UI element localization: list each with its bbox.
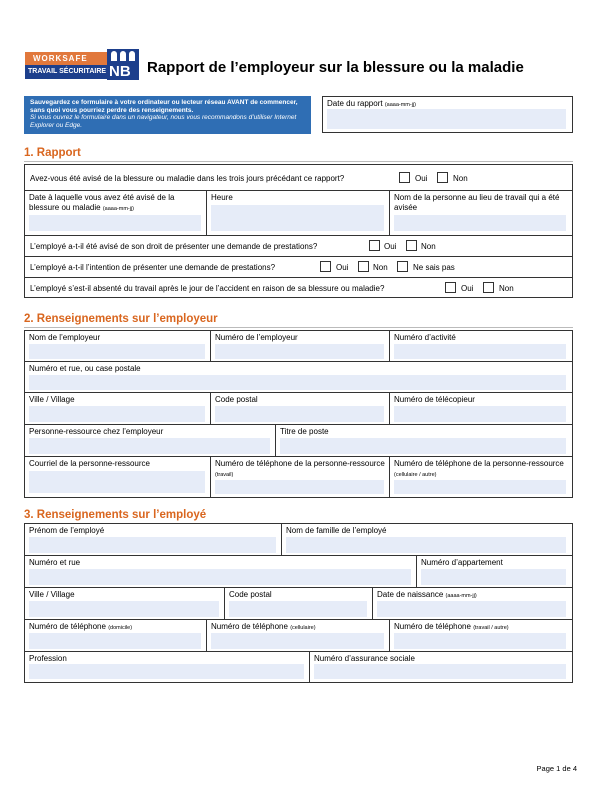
section1-divider [24,161,573,162]
employer-name-label: Nom de l’employeur [29,333,101,342]
activity-number-field[interactable] [390,331,572,361]
report-date-label: Date du rapport [327,99,383,108]
notice-date-input[interactable] [29,215,201,231]
employer-fax-label: Numéro de télécopieur [394,395,475,404]
employer-number-label: Numéro de l’employeur [215,333,298,342]
notice-details-row [25,191,572,236]
employer-postal-input[interactable] [215,406,384,422]
phone-home-field[interactable] [25,620,207,651]
q3-yes-label: Oui [336,263,349,272]
hour-label: Heure [211,193,233,202]
notice-italic: Si vous ouvrez le formulaire dans un navigateur, nous vous recommandons d’utiliser Internet Explorer ou Edge. [30,114,297,129]
employer-row5 [25,457,572,497]
q3-no-label: Non [373,263,388,272]
employer-number-field[interactable] [211,331,390,361]
first-name-input[interactable] [29,537,276,553]
employee-row5 [25,652,572,682]
contact-phone-cell-label: Numéro de téléphone de la personne-ressource [394,459,564,468]
report-date-field[interactable] [322,96,573,133]
notice-date-label: Date à laquelle vous avez été avisé de la blessure ou maladie [29,193,175,212]
contact-phone-work-field[interactable] [211,457,390,497]
employer-row4 [25,425,572,457]
employer-postal-label: Code postal [215,395,258,404]
employee-street-label: Numéro et rue [29,558,81,567]
employer-street-label: Numéro et rue, ou case postale [29,364,141,373]
job-title-field[interactable] [276,425,572,456]
profession-input[interactable] [29,664,304,679]
employer-city-label: Ville / Village [29,395,75,404]
q1-yes-checkbox[interactable] [399,172,410,183]
section2-box [24,330,573,498]
employer-row2 [25,362,572,393]
phone-work-field[interactable] [390,620,572,651]
hour-input[interactable] [211,205,384,231]
contact-phone-cell-hint: (cellulaire / autre) [394,472,437,478]
employer-number-input[interactable] [215,344,384,359]
profession-label: Profession [29,654,67,663]
q1-text: Avez-vous été avisé de la blessure ou maladie dans les trois jours précédant ce rapport? [30,174,345,183]
q4-no-checkbox[interactable] [483,282,494,293]
activity-number-label: Numéro d’activité [394,333,456,342]
q2-yes-checkbox[interactable] [369,240,380,251]
employee-street-input[interactable] [29,569,411,585]
birth-date-hint: (aaaa-mm-jj) [445,593,477,599]
employee-postal-field[interactable] [225,588,373,619]
page-number: Page 1 de 4 [536,764,577,773]
employer-fax-field[interactable] [390,393,572,424]
phone-work-label: Numéro de téléphone [394,622,471,631]
logo-nb-text: NB [109,63,131,80]
phone-cell-field[interactable] [207,620,390,651]
q1-yes-label: Oui [415,174,428,183]
last-name-input[interactable] [286,537,566,553]
phone-work-input[interactable] [394,633,566,649]
employer-fax-input[interactable] [394,406,566,422]
apartment-input[interactable] [421,569,566,585]
birth-date-input[interactable] [377,601,566,617]
section1-box [24,164,573,298]
notice-date-field[interactable] [25,191,207,235]
sin-input[interactable] [314,664,566,679]
last-name-field[interactable] [282,524,572,555]
apartment-label: Numéro d’appartement [421,558,503,567]
logo-travail-securitaire: TRAVAIL SÉCURITAIRE [25,65,107,79]
first-name-field[interactable] [25,524,282,555]
phone-home-input[interactable] [29,633,201,649]
employer-postal-field[interactable] [211,393,390,424]
section2-divider [24,327,573,328]
profession-field[interactable] [25,652,310,682]
employee-street-field[interactable] [25,556,417,587]
first-name-label: Prénom de l’employé [29,526,105,535]
q4-yes-checkbox[interactable] [445,282,456,293]
q3-row [25,257,572,278]
q2-no-checkbox[interactable] [406,240,417,251]
activity-number-input[interactable] [394,344,566,359]
logo-nb-icon [107,49,139,80]
contact-phone-cell-input[interactable] [394,480,566,494]
employer-name-input[interactable] [29,344,205,359]
employee-row4 [25,620,572,652]
notice-date-hint: (aaaa-mm-jj) [102,206,135,212]
employee-postal-input[interactable] [229,601,367,617]
contact-phone-work-hint: (travail) [215,472,234,478]
logo-worksafe: WORKSAFE [25,52,107,65]
phone-cell-label: Numéro de téléphone [211,622,288,631]
q3-no-checkbox[interactable] [358,261,369,272]
birth-date-label: Date de naissance [377,590,444,599]
q3-unknown-checkbox[interactable] [397,261,408,272]
q3-unknown-label: Ne sais pas [413,263,455,272]
phone-cell-hint: (cellulaire) [290,625,316,631]
q1-no-label: Non [453,174,468,183]
contact-email-label: Courriel de la personne-ressource [29,459,150,468]
employee-city-input[interactable] [29,601,219,617]
employee-city-label: Ville / Village [29,590,75,599]
section3-box [24,523,573,683]
phone-work-hint: (travail / autre) [473,625,509,631]
notice-bold: Sauvegardez ce formulaire à votre ordinateur ou lecteur réseau AVANT de commencer, sans quoi vous pourriez perdre des renseignements. [30,99,298,114]
contact-phone-work-input[interactable] [215,480,384,494]
employee-row3 [25,588,572,620]
section2-title: 2. Renseignements sur l’employeur [24,313,218,325]
q4-no-label: Non [499,284,514,293]
employer-name-field[interactable] [25,331,211,361]
sin-field[interactable] [310,652,572,682]
employer-street-input[interactable] [29,375,566,390]
report-date-hint: (aaaa-mm-jj) [384,102,416,108]
job-title-label: Titre de poste [280,427,329,436]
q1-no-checkbox[interactable] [437,172,448,183]
q3-text: L’employé a-t-il l’intention de présenter une demande de prestations? [30,263,276,272]
q2-no-label: Non [421,242,436,251]
employer-row1 [25,331,572,362]
q1-row [25,165,572,191]
employee-row2 [25,556,572,588]
section1-title: 1. Rapport [24,147,81,159]
q3-yes-checkbox[interactable] [320,261,331,272]
phone-home-label: Numéro de téléphone [29,622,106,631]
phone-home-hint: (domicile) [108,625,133,631]
employee-row1 [25,524,572,556]
q2-row [25,236,572,257]
employer-city-input[interactable] [29,406,205,422]
q4-row [25,278,572,298]
job-title-input[interactable] [280,438,566,454]
q4-text: L’employé s’est-il absenté du travail après le jour de l’accident en raison de sa blessure ou maladie? [30,284,385,293]
employer-city-field[interactable] [25,393,211,424]
apartment-field[interactable] [417,556,572,587]
birth-date-field[interactable] [373,588,572,619]
sin-label: Numéro d’assurance sociale [314,654,415,663]
q2-text: L’employé a-t-il été avisé de son droit de présenter une demande de prestations? [30,242,318,251]
employer-street-field[interactable] [25,362,572,392]
notified-person-field[interactable] [390,191,572,235]
contact-person-field[interactable] [25,425,276,456]
employer-row3 [25,393,572,425]
contact-phone-cell-field[interactable] [390,457,572,497]
q2-yes-label: Oui [384,242,397,251]
notified-person-input[interactable] [394,215,566,231]
report-date-input[interactable] [327,109,566,129]
section3-title: 3. Renseignements sur l’employé [24,509,207,521]
hour-field[interactable] [207,191,390,235]
q4-yes-label: Oui [461,284,474,293]
employee-postal-label: Code postal [229,590,272,599]
last-name-label: Nom de famille de l’employé [286,526,387,535]
employee-city-field[interactable] [25,588,225,619]
contact-person-input[interactable] [29,438,270,454]
save-notice [24,96,311,134]
contact-email-field[interactable] [25,457,211,497]
notified-person-label: Nom de la personne au lieu de travail qui a été avisée [394,193,560,212]
contact-person-label: Personne-ressource chez l’employeur [29,427,164,436]
phone-cell-input[interactable] [211,633,384,649]
contact-email-input[interactable] [29,471,205,493]
contact-phone-work-label: Numéro de téléphone de la personne-ressource [215,459,385,468]
page-title: Rapport de l’employeur sur la blessure ou la maladie [147,59,524,76]
